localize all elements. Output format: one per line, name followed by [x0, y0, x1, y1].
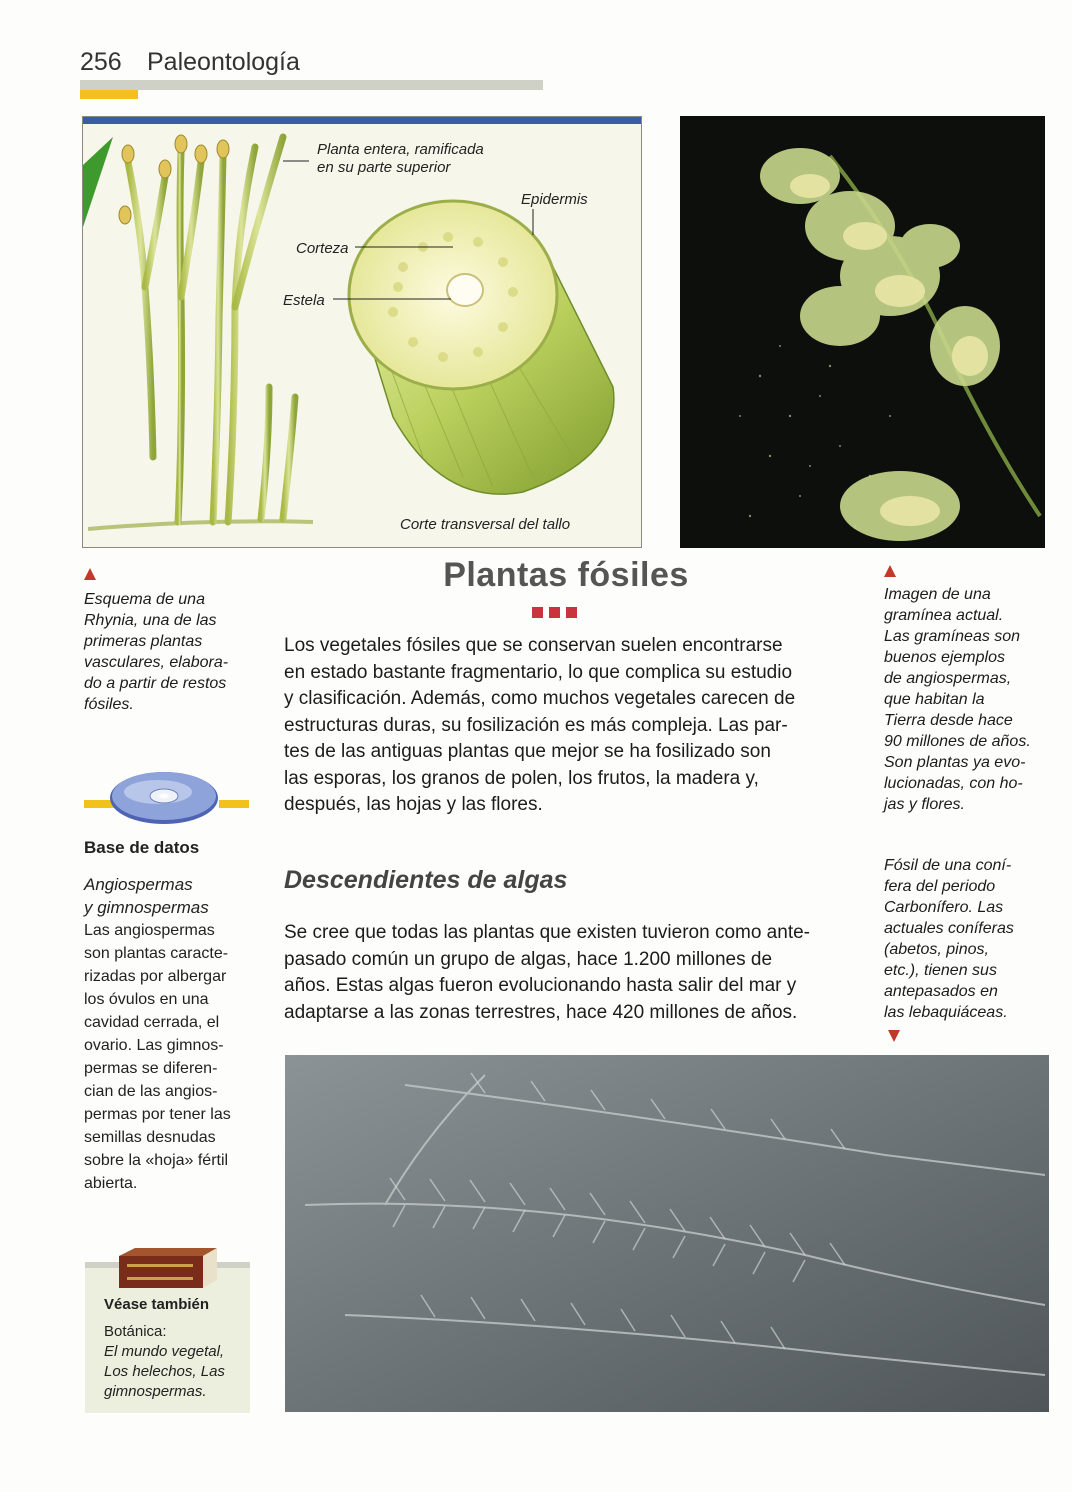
label-epidermis: Epidermis [521, 191, 588, 208]
see-also-subject: Botánica: [104, 1323, 167, 1340]
conifer-fossil-photo [285, 1055, 1049, 1412]
intro-paragraph [284, 633, 854, 819]
text-line: Se cree que todas las plantas que existen tuvieron como ante- [284, 922, 810, 943]
rhynia-drawing [83, 117, 642, 548]
text-line: después, las hojas y las flores. [284, 794, 543, 815]
caption-grass: Imagen de una gramínea actual. Las gramíneas son buenos ejemplos de angiospermas, que habitan la Tierra desde hace 90 millones de años. Son plantas ya evo- lucionadas, con ho- jas y flores. [884, 586, 1031, 813]
text-line: pasado común un grupo de algas, hace 1.200 millones de [284, 948, 773, 970]
text-line: tes de las antiguas plantas que mejor se ha fosilizado son [284, 741, 771, 762]
rhynia-illustration [82, 116, 642, 548]
caption-conifer: Fósil de una coní- fera del periodo Carbonífero. Las actuales coníferas (abetos, pinos, etc.), tienen sus antepasados en las lebaquiáceas. [884, 857, 1014, 1021]
see-also-topics: El mundo vegetal, Los helechos, Las gimnospermas. [104, 1343, 225, 1400]
page-number: 256 [80, 48, 122, 76]
text-line: y clasificación. Además, como muchos vegetales carecen de [284, 688, 796, 709]
header-rule [80, 80, 543, 90]
label-cortex: Corteza [296, 240, 349, 257]
label-whole-plant: Planta entera, ramificada en su parte superior [317, 141, 484, 176]
database-heading: Base de datos [84, 838, 200, 857]
cd-icon [108, 770, 220, 831]
text-line: estructuras duras, su fosilización es más compleja. Las par- [284, 714, 788, 736]
triangle-up-icon [84, 568, 96, 580]
caption-rhynia: Esquema de una Rhynia, una de las primeras plantas vasculares, elabora- do a partir de restos fósiles. [84, 591, 229, 713]
database-subheading: Angiospermas y gimnospermas [84, 875, 209, 917]
section-paragraph [284, 920, 854, 1026]
title-ornament [566, 607, 577, 618]
database-text: Las angiospermas son plantas caracte- rizadas por albergar los óvulos en una cavidad cerrada, el ovario. Las gimnos- permas se diferen- cian de las angios- permas por tener las semillas desnudas sobre la «hoja» fértil abierta. [84, 922, 231, 1192]
label-stele: Estela [283, 292, 325, 309]
section-subtitle: Descendientes de algas [284, 866, 568, 894]
text-line: adaptarse a las zonas terrestres, hace 420 millones de años. [284, 1001, 798, 1023]
book-icon [115, 1246, 219, 1295]
text-line: años. Estas algas fueron evolucionando hasta salir del mar y [284, 975, 797, 996]
triangle-up-icon [884, 565, 896, 577]
article-title: Plantas fósiles [443, 556, 689, 594]
title-ornament [532, 607, 543, 618]
header-accent [80, 90, 138, 99]
text-line: en estado bastante fragmentario, lo que complica su estudio [284, 661, 793, 683]
title-ornament [549, 607, 560, 618]
triangle-down-icon [888, 1030, 900, 1042]
section-title: Paleontología [147, 48, 300, 76]
see-also-heading: Véase también [104, 1296, 210, 1313]
grass-photo [680, 116, 1045, 548]
text-line: Los vegetales fósiles que se conservan suelen encontrarse [284, 635, 783, 656]
label-cross-section: Corte transversal del tallo [400, 516, 571, 533]
text-line: las esporas, los granos de polen, los frutos, la madera y, [284, 767, 759, 789]
